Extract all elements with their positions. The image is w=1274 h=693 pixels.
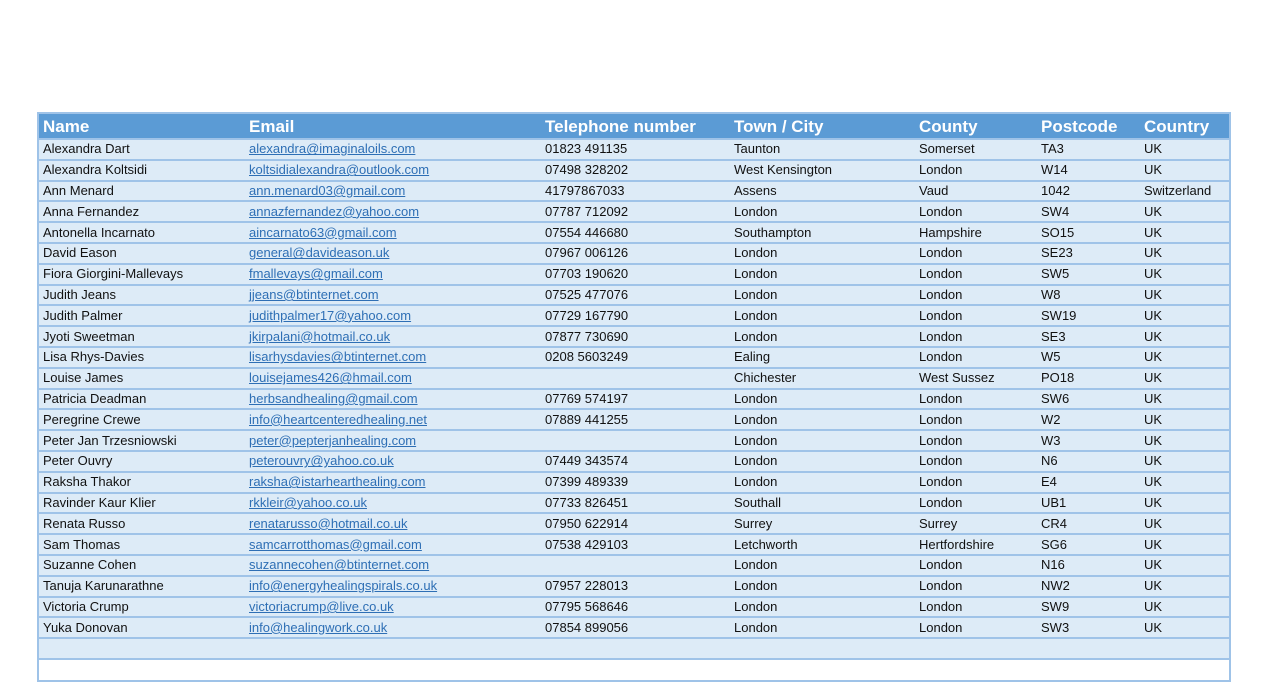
cell-town: London: [734, 390, 778, 406]
cell-email[interactable]: jjeans@btinternet.com: [249, 286, 379, 302]
cell-name: Alexandra Dart: [43, 141, 130, 157]
header-county: County: [919, 117, 978, 136]
table-row: [39, 493, 1229, 514]
cell-email[interactable]: annazfernandez@yahoo.com: [249, 203, 420, 219]
table-row: [39, 285, 1229, 306]
cell-postcode: SW4: [1041, 203, 1070, 219]
cell-postcode: W2: [1041, 411, 1061, 427]
cell-postcode: SW19: [1041, 307, 1077, 323]
contacts-table: [37, 112, 1231, 682]
cell-country: UK: [1144, 411, 1163, 427]
empty-cell: [730, 638, 915, 659]
table-row: [39, 264, 1229, 285]
cell-county: London: [919, 390, 963, 406]
cell-county: London: [919, 578, 963, 594]
cell-telephone: 07957 228013: [545, 578, 629, 594]
cell-telephone: 07399 489339: [545, 474, 629, 490]
cell-email[interactable]: alexandra@imaginaloils.com: [249, 141, 416, 157]
cell-email[interactable]: peterouvry@yahoo.co.uk: [249, 453, 394, 469]
cell-telephone: 07554 446680: [545, 224, 629, 240]
cell-postcode: W8: [1041, 286, 1061, 302]
empty-cell: [39, 659, 245, 680]
empty-cell: [39, 638, 245, 659]
cell-postcode: N6: [1041, 453, 1058, 469]
cell-email[interactable]: info@heartcenteredhealing.net: [249, 411, 427, 427]
cell-email[interactable]: victoriacrump@live.co.uk: [249, 598, 394, 614]
cell-country: UK: [1144, 266, 1163, 282]
cell-town: London: [734, 474, 778, 490]
cell-postcode: PO18: [1041, 370, 1075, 386]
table-row: [39, 409, 1229, 430]
cell-name: Ann Menard: [43, 182, 114, 198]
empty-cell: [1037, 659, 1140, 680]
cell-postcode: TA3: [1041, 141, 1064, 157]
cell-town: Taunton: [734, 141, 781, 157]
cell-town: London: [734, 432, 778, 448]
cell-name: David Eason: [43, 245, 117, 261]
cell-town: London: [734, 619, 778, 635]
table-row: [39, 430, 1229, 451]
table-row: [39, 222, 1229, 243]
cell-telephone: 01823 491135: [545, 141, 628, 157]
cell-telephone: 07498 328202: [545, 162, 629, 178]
cell-town: London: [734, 245, 778, 261]
cell-country: UK: [1144, 370, 1163, 386]
table-row: [39, 555, 1229, 576]
cell-town: West Kensington: [734, 162, 833, 178]
cell-email[interactable]: ann.menard03@gmail.com: [249, 182, 406, 198]
cell-email[interactable]: samcarrotthomas@gmail.com: [249, 536, 422, 552]
cell-county: London: [919, 557, 963, 573]
cell-postcode: 1042: [1041, 182, 1070, 198]
table-row: [39, 389, 1229, 410]
cell-name: Yuka Donovan: [43, 619, 128, 635]
cell-town: London: [734, 307, 778, 323]
cell-telephone: 41797867033: [545, 182, 625, 198]
cell-county: London: [919, 598, 963, 614]
empty-cell: [915, 638, 1037, 659]
empty-cell: [541, 659, 730, 680]
cell-telephone: 07787 712092: [545, 203, 629, 219]
empty-cell: [1140, 659, 1229, 680]
cell-telephone: [541, 555, 730, 576]
cell-telephone: 07449 343574: [545, 453, 629, 469]
empty-row: [39, 638, 1229, 659]
cell-telephone: 07729 167790: [545, 307, 629, 323]
cell-telephone: [541, 430, 730, 451]
table-row: [39, 347, 1229, 368]
cell-email[interactable]: louisejames426@hmail.com: [249, 370, 412, 386]
table-row: [39, 326, 1229, 347]
cell-telephone: 07525 477076: [545, 286, 629, 302]
cell-county: West Sussez: [919, 370, 995, 386]
cell-town: London: [734, 286, 778, 302]
cell-town: Chichester: [734, 370, 797, 386]
cell-town: London: [734, 598, 778, 614]
table-row: [39, 597, 1229, 618]
cell-postcode: NW2: [1041, 578, 1070, 594]
cell-postcode: SW3: [1041, 619, 1070, 635]
cell-country: UK: [1144, 203, 1163, 219]
cell-postcode: SE3: [1041, 328, 1066, 344]
cell-name: Ravinder Kaur Klier: [43, 494, 156, 510]
cell-telephone: 07733 826451: [545, 494, 629, 510]
cell-country: UK: [1144, 286, 1163, 302]
cell-town: Southampton: [734, 224, 812, 240]
cell-county: London: [919, 266, 963, 282]
cell-county: London: [919, 474, 963, 490]
cell-telephone: 07703 190620: [545, 266, 629, 282]
cell-town: Assens: [734, 182, 777, 198]
cell-postcode: SW9: [1041, 598, 1070, 614]
cell-country: UK: [1144, 474, 1163, 490]
cell-name: Judith Palmer: [43, 307, 123, 323]
cell-postcode: N16: [1041, 557, 1065, 573]
cell-name: Patricia Deadman: [43, 390, 147, 406]
cell-town: Southall: [734, 494, 781, 510]
cell-name: Renata Russo: [43, 515, 126, 531]
cell-town: London: [734, 557, 778, 573]
cell-postcode: SO15: [1041, 224, 1075, 240]
header-postcode: Postcode: [1041, 117, 1118, 136]
cell-country: UK: [1144, 536, 1163, 552]
cell-county: London: [919, 494, 963, 510]
empty-cell: [1037, 638, 1140, 659]
cell-town: London: [734, 578, 778, 594]
cell-telephone: 07854 899056: [545, 619, 629, 635]
empty-row: [39, 659, 1229, 680]
cell-country: UK: [1144, 141, 1163, 157]
cell-email[interactable]: general@davideason.uk: [249, 245, 390, 261]
cell-county: Hertfordshire: [919, 536, 995, 552]
cell-telephone: 07950 622914: [545, 515, 629, 531]
header-name: Name: [43, 117, 90, 136]
cell-country: UK: [1144, 328, 1163, 344]
header-row: [39, 114, 1229, 139]
cell-town: London: [734, 411, 778, 427]
cell-postcode: W3: [1041, 432, 1061, 448]
cell-postcode: W14: [1041, 162, 1068, 178]
cell-town: Letchworth: [734, 536, 798, 552]
cell-name: Louise James: [43, 370, 124, 386]
header-telephone: Telephone number: [545, 117, 696, 136]
cell-telephone: 07889 441255: [545, 411, 629, 427]
cell-country: UK: [1144, 619, 1163, 635]
cell-town: Surrey: [734, 515, 773, 531]
cell-telephone: 0208 5603249: [545, 349, 629, 365]
header-country: Country: [1144, 117, 1210, 136]
cell-name: Jyoti Sweetman: [43, 328, 135, 344]
header-email: Email: [249, 117, 295, 136]
table-row: [39, 534, 1229, 555]
cell-country: UK: [1144, 390, 1163, 406]
cell-country: UK: [1144, 453, 1163, 469]
cell-email[interactable]: suzannecohen@btinternet.com: [249, 557, 430, 573]
table-row: [39, 576, 1229, 597]
cell-name: Judith Jeans: [43, 286, 116, 302]
cell-country: UK: [1144, 349, 1163, 365]
cell-name: Fiora Giorgini-Mallevays: [43, 266, 184, 282]
cell-county: London: [919, 245, 963, 261]
cell-name: Sam Thomas: [43, 536, 121, 552]
cell-town: Ealing: [734, 349, 771, 365]
cell-name: Antonella Incarnato: [43, 224, 156, 240]
cell-country: UK: [1144, 557, 1163, 573]
cell-name: Peregrine Crewe: [43, 411, 141, 427]
cell-email[interactable]: info@energyhealingspirals.co.uk: [249, 578, 438, 594]
cell-postcode: SE23: [1041, 245, 1073, 261]
table-row: [39, 513, 1229, 534]
empty-cell: [541, 638, 730, 659]
cell-country: UK: [1144, 598, 1163, 614]
table-row: [39, 472, 1229, 493]
cell-name: Tanuja Karunarathne: [43, 578, 164, 594]
cell-postcode: SG6: [1041, 536, 1068, 552]
cell-postcode: SW6: [1041, 390, 1070, 406]
cell-town: London: [734, 328, 778, 344]
cell-county: London: [919, 432, 963, 448]
cell-postcode: SW5: [1041, 266, 1070, 282]
cell-name: Victoria Crump: [43, 598, 129, 614]
cell-telephone: 07769 574197: [545, 390, 629, 406]
cell-email[interactable]: herbsandhealing@gmail.com: [249, 390, 418, 406]
cell-email[interactable]: peter@pepterjanhealing.com: [249, 432, 417, 448]
cell-county: London: [919, 162, 963, 178]
cell-country: UK: [1144, 245, 1163, 261]
table-row: [39, 305, 1229, 326]
table-row: [39, 160, 1229, 181]
cell-county: London: [919, 328, 963, 344]
cell-telephone: 07967 006126: [545, 245, 629, 261]
cell-county: Somerset: [919, 141, 975, 157]
cell-name: Peter Ouvry: [43, 453, 113, 469]
cell-country: UK: [1144, 515, 1163, 531]
cell-county: London: [919, 349, 963, 365]
cell-county: Surrey: [919, 515, 958, 531]
cell-name: Raksha Thakor: [43, 474, 131, 490]
cell-name: Peter Jan Trzesniowski: [43, 432, 177, 448]
table-row: [39, 181, 1229, 202]
cell-country: UK: [1144, 307, 1163, 323]
table-row: [39, 243, 1229, 264]
cell-county: London: [919, 307, 963, 323]
cell-email[interactable]: rkkleir@yahoo.co.uk: [249, 494, 367, 510]
cell-county: Vaud: [919, 182, 949, 198]
cell-country: UK: [1144, 162, 1163, 178]
cell-county: London: [919, 203, 963, 219]
cell-county: London: [919, 619, 963, 635]
cell-telephone: 07538 429103: [545, 536, 629, 552]
cell-email[interactable]: raksha@istarhearthealing.com: [249, 474, 426, 490]
cell-email[interactable]: lisarhysdavies@btinternet.com: [249, 349, 427, 365]
cell-postcode: UB1: [1041, 494, 1067, 510]
cell-postcode: W5: [1041, 349, 1061, 365]
empty-cell: [245, 638, 541, 659]
cell-email[interactable]: renatarusso@hotmail.co.uk: [249, 515, 408, 531]
cell-town: London: [734, 453, 778, 469]
cell-email[interactable]: info@healingwork.co.uk: [249, 619, 388, 635]
cell-telephone: 07877 730690: [545, 328, 629, 344]
cell-name: Alexandra Koltsidi: [43, 162, 148, 178]
cell-telephone: 07795 568646: [545, 598, 629, 614]
cell-postcode: CR4: [1041, 515, 1068, 531]
cell-postcode: E4: [1041, 474, 1057, 490]
cell-country: UK: [1144, 224, 1163, 240]
cell-name: Anna Fernandez: [43, 203, 140, 219]
table-row: [39, 201, 1229, 222]
cell-country: UK: [1144, 494, 1163, 510]
cell-telephone: [541, 368, 730, 389]
cell-email[interactable]: jkirpalani@hotmail.co.uk: [249, 328, 391, 344]
table-row: [39, 139, 1229, 160]
empty-cell: [245, 659, 541, 680]
table-row: [39, 617, 1229, 638]
empty-cell: [915, 659, 1037, 680]
cell-email[interactable]: judithpalmer17@yahoo.com: [249, 307, 412, 323]
cell-county: London: [919, 286, 963, 302]
cell-country: UK: [1144, 578, 1163, 594]
table-row: [39, 451, 1229, 472]
cell-country: UK: [1144, 432, 1163, 448]
header-town: Town / City: [734, 117, 824, 136]
cell-email[interactable]: aincarnato63@gmail.com: [249, 224, 397, 240]
cell-name: Lisa Rhys-Davies: [43, 349, 145, 365]
cell-email[interactable]: koltsidialexandra@outlook.com: [249, 162, 430, 178]
empty-cell: [730, 659, 915, 680]
cell-town: London: [734, 203, 778, 219]
cell-county: Hampshire: [919, 224, 982, 240]
cell-email[interactable]: fmallevays@gmail.com: [249, 266, 383, 282]
cell-county: London: [919, 453, 963, 469]
cell-country: Switzerland: [1144, 182, 1212, 198]
cell-county: London: [919, 411, 963, 427]
cell-name: Suzanne Cohen: [43, 557, 137, 573]
empty-cell: [1140, 638, 1229, 659]
table-row: [39, 368, 1229, 389]
cell-town: London: [734, 266, 778, 282]
